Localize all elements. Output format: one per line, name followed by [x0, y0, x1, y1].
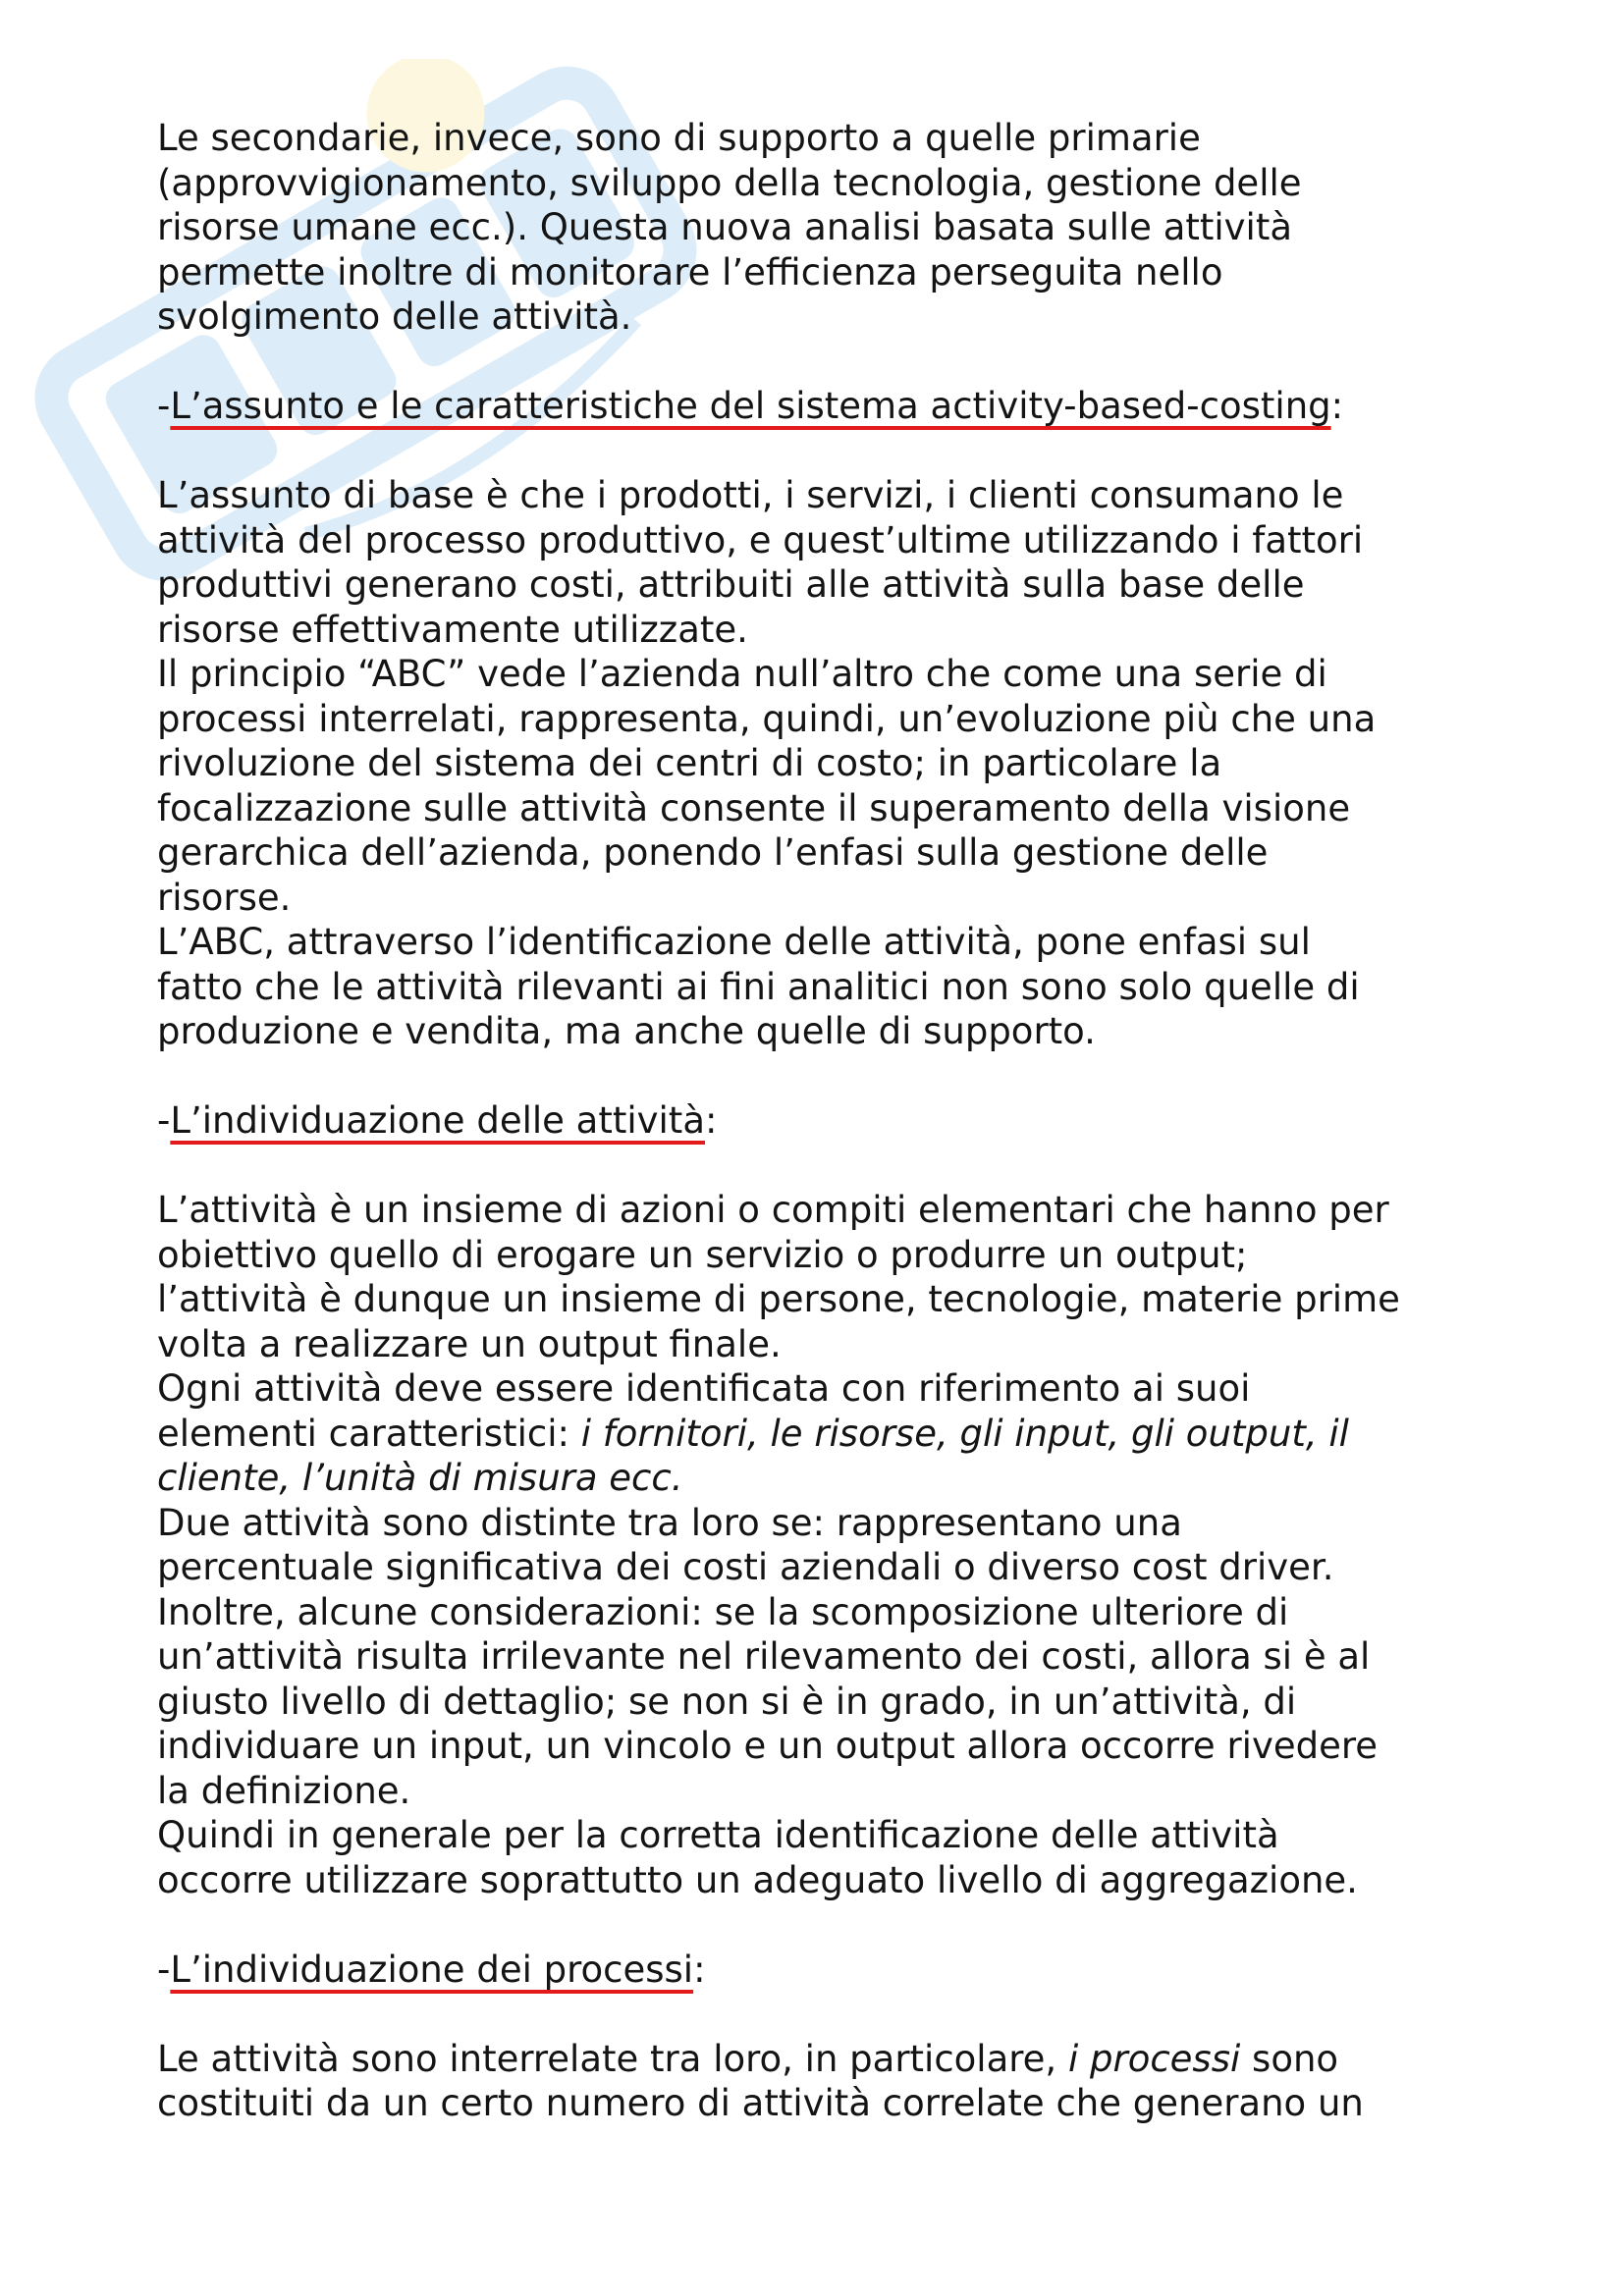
text-line: processi interrelati, rappresenta, quindi, un’evoluzione più che una: [157, 697, 1377, 740]
text-line: L’assunto di base è che i prodotti, i servizi, i clienti consumano le: [157, 474, 1344, 516]
text-line: Il principio “ABC” vede l’azienda null’altro che come una serie di: [157, 653, 1327, 695]
text-line: costituiti da un certo numero di attività correlate che generano un: [157, 2082, 1364, 2124]
text-line: produttivi generano costi, attribuiti alle attività sulla base delle: [157, 563, 1305, 606]
text-line: individuare un input, un vincolo e un output allora occorre rivedere: [157, 1725, 1379, 1767]
blank-line: [157, 1144, 1532, 1189]
text-line: L’ABC, attraverso l’identificazione delle attività, pone enfasi sul: [157, 921, 1311, 963]
text-line: Ogni attività deve essere identificata con riferimento ai suoi: [157, 1367, 1251, 1410]
text-line: la definizione.: [157, 1769, 411, 1812]
text-line-italic: [157, 1456, 1532, 1501]
italic-text: cliente, l’unità di misura ecc.: [157, 1457, 683, 1499]
plain-text: elementi caratteristici:: [157, 1412, 581, 1455]
text-line: volta a realizzare un output finale.: [157, 1322, 782, 1365]
text-line: (approvvigionamento, sviluppo della tecnologia, gestione delle: [157, 161, 1302, 204]
heading-dash: -: [157, 1099, 171, 1142]
text-line: un’attività risulta irrilevante nel rilevamento dei costi, allora si è al: [157, 1635, 1371, 1678]
section1-body: [157, 473, 1532, 1054]
section-heading-attivita: [157, 1098, 1532, 1144]
blank-line: [157, 1054, 1532, 1099]
text-line-mixed: [157, 2037, 1532, 2082]
heading-title: L’assunto e le caratteristiche del sistema activity-based-costing: [170, 385, 1331, 427]
section2-body: [157, 1188, 1532, 1902]
italic-text: i processi: [1067, 2037, 1241, 2080]
text-line: percentuale significativa dei costi aziendali o diverso cost driver.: [157, 1546, 1334, 1588]
text-line: risorse effettivamente utilizzate.: [157, 608, 748, 651]
heading-colon: :: [693, 1948, 706, 1991]
intro-paragraph: [157, 116, 1532, 340]
text-line-mixed: [157, 1412, 1532, 1457]
heading-colon: :: [705, 1099, 718, 1142]
text-line: permette inoltre di monitorare l’efficienza perseguita nello: [157, 250, 1223, 294]
text-line: l’attività è dunque un insieme di persone, tecnologie, materie prime: [157, 1278, 1400, 1320]
document-page: [157, 116, 1532, 2126]
plain-text: sono: [1240, 2037, 1339, 2080]
plain-text: Le attività sono interrelate tra loro, in particolare,: [157, 2037, 1068, 2080]
text-line: risorse umane ecc.). Questa nuova analisi basata sulle attività: [157, 206, 1293, 248]
heading-title: L’individuazione dei processi: [170, 1948, 694, 1991]
text-line: L’attività è un insieme di azioni o compiti elementari che hanno per: [157, 1189, 1389, 1231]
text-line: focalizzazione sulle attività consente il superamento della visione: [157, 786, 1351, 829]
text-line: fatto che le attività rilevanti ai fini analitici non sono solo quelle di: [157, 965, 1360, 1008]
heading-title: L’individuazione delle attività: [170, 1099, 705, 1142]
text-line: Inoltre, alcune considerazioni: se la scomposizione ulteriore di: [157, 1590, 1289, 1633]
text-line: occorre utilizzare soprattutto un adeguato livello di aggregazione.: [157, 1858, 1358, 1901]
heading-colon: :: [1330, 385, 1344, 427]
section-heading-processi: [157, 1948, 1532, 1993]
text-line: Quindi in generale per la corretta identificazione delle attività: [157, 1814, 1279, 1856]
text-line: obiettivo quello di erogare un servizio o produrre un output;: [157, 1233, 1248, 1276]
text-line: produzione e vendita, ma anche quelle di supporto.: [157, 1010, 1096, 1052]
text-line: gerarchica dell’azienda, ponendo l’enfasi sulla gestione delle: [157, 831, 1269, 874]
text-line: giusto livello di dettaglio; se non si è in grado, in un’attività, di: [157, 1680, 1297, 1723]
heading-dash: -: [157, 1948, 171, 1991]
section3-body: [157, 2037, 1532, 2126]
text-line: rivoluzione del sistema dei centri di costo; in particolare la: [157, 742, 1222, 784]
text-line: Due attività sono distinte tra loro se: rappresentano una: [157, 1501, 1182, 1544]
heading-dash: -: [157, 385, 171, 427]
blank-line: [157, 429, 1532, 474]
text-line: Le secondarie, invece, sono di supporto a quelle primarie: [157, 117, 1201, 159]
section-heading-abc: [157, 384, 1532, 429]
italic-text: i fornitori, le risorse, gli input, gli output, il: [580, 1412, 1349, 1455]
text-line: risorse.: [157, 876, 292, 919]
blank-line: [157, 340, 1532, 385]
blank-line: [157, 1902, 1532, 1948]
text-line: svolgimento delle attività.: [157, 295, 632, 338]
text-line: attività del processo produttivo, e quest’ultime utilizzando i fattori: [157, 518, 1364, 561]
blank-line: [157, 1992, 1532, 2037]
